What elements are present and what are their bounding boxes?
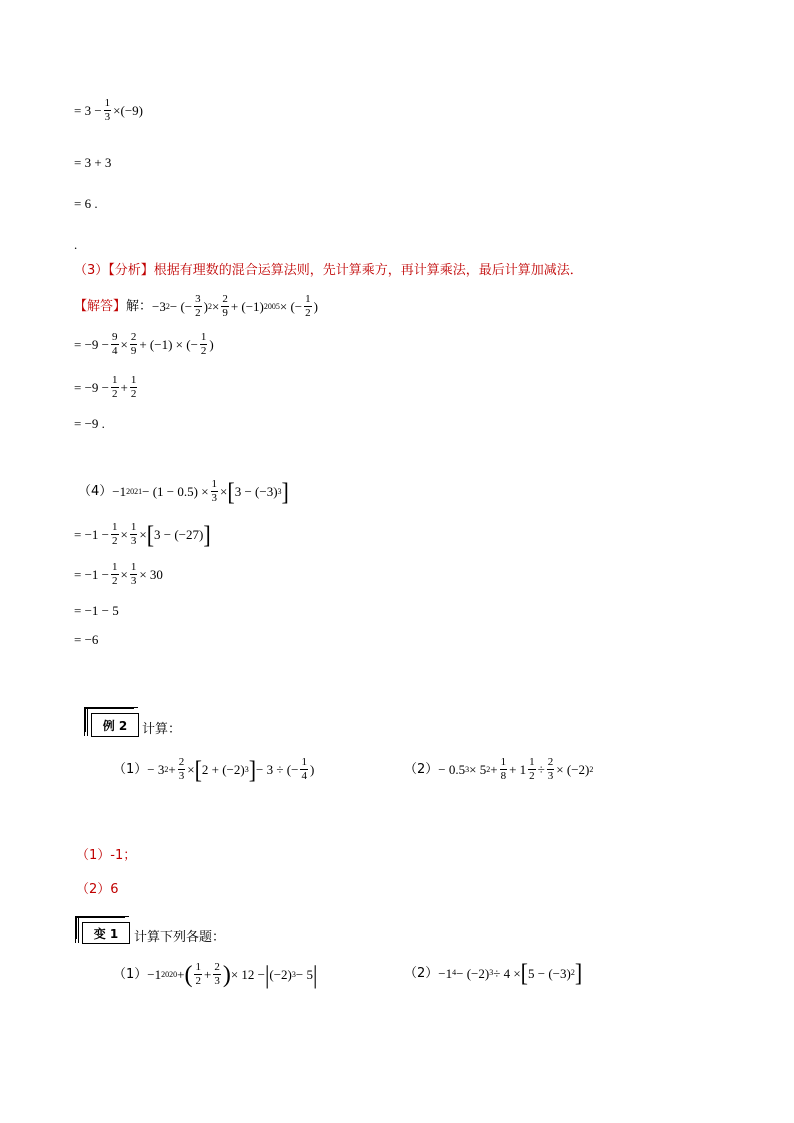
step-line: = −9 . [74,416,105,431]
step-line: = −9 − $\frac{9}{4}$ × $\frac{2}{9}$ + (−1) × (− $\frac{1}{2}$ ) [74,331,214,357]
answer-2: （2）6 [76,882,119,897]
analysis-label: （3）【分析】 [74,263,154,278]
step-line: = −1 − $\frac{1}{2}$ × $\frac{1}{3}$ × [ 3 − (−27) ] [74,519,211,549]
step-line: = −6 [74,632,99,647]
answer-label: 【解答】 [74,299,127,314]
fraction: $\frac{1}{3}$ [130,521,137,547]
fraction: $\frac{1}{2}$ [529,756,535,782]
question-1: （1） −1 2020 + ( $\frac{1}{2}$ + $\frac{2}{3}$ ) × 12 − | (−2) 3 − 5 | [113,959,318,989]
fraction: $\frac{1}{8}$ [500,756,507,782]
step-line: = 3 + 3 [74,155,112,170]
step-line: = −1 − 5 [74,603,119,618]
question-1: （1） − 3 2 + $\frac{2}{3}$ × [ 2 + (−2) 3 ] − 3 ÷ (− $\frac{1}{4}$ ) [113,754,315,784]
fraction: $\frac{2}{9}$ [130,331,137,357]
fraction: $\frac{1}{2}$ [305,293,311,319]
variant-title: 计算下列各题： [134,930,226,945]
step-line: = −1 − $\frac{1}{2}$ × $\frac{1}{3}$ × 30 [74,561,163,587]
fraction: $\frac{2}{3}$ [214,961,220,987]
tab-stripe [84,707,88,736]
fraction: $\frac{1}{2}$ [112,374,118,400]
step-line: . [74,237,78,252]
step-line: = 6 . [74,196,98,211]
fraction: $\frac{2}{9}$ [222,293,228,319]
tab-rule [84,707,138,708]
fraction: $\frac{1}{3}$ [211,478,218,504]
problem-expression: （4） −1 2021 − (1 − 0.5) × $\frac{1}{3}$ × [ 3 − (−3) 3 ] [78,476,289,506]
example-tab: 例 2 [91,713,139,737]
fraction: $\frac{3}{2}$ [195,293,201,319]
step-line: = −9 − $\frac{1}{2}$ + $\frac{1}{2}$ [74,374,137,400]
fraction: $\frac{1}{2}$ [195,961,201,987]
step-line: = 3 − $\frac{1}{3}$ ×(−9) [74,97,143,123]
analysis-text: 根据有理数的混合运算法则，先计算乘方，再计算乘法，最后计算加减法． [153,263,583,278]
question-2: （2） − 0.5 3 × 5 2 + $\frac{1}{8}$ + 1 $\frac{1}{2}$ ÷ $\frac{2}{3}$ × (−2) 2 [404,756,594,782]
fraction: $\frac{1}{2}$ [112,561,118,587]
tab-rule [75,916,129,917]
fraction: $\frac{1}{3}$ [130,561,137,587]
analysis-line [74,264,583,277]
fraction: $\frac{2}{3}$ [547,756,554,782]
question-2: （2） −1 4 − (−2) 3 ÷ 4 × [ 5 − (−3) 2 ] [404,958,583,987]
tab-stripe [75,916,79,943]
fraction: $\frac{1}{2}$ [130,374,137,400]
fraction: $\frac{9}{4}$ [112,331,118,357]
example-title: 计算： [142,722,182,737]
answer-1: （1）-1； [76,848,137,863]
fraction: $\frac{1}{2}$ [112,521,118,547]
fraction: $\frac{1}{3}$ [104,97,111,123]
answer-expression: 【解答】 解： −3 2 − (− $\frac{3}{2}$ ) 2 × $\frac{2}{9}$ + (−1) 2005 × (− $\frac{1}{2}$ ) [74,293,318,319]
fraction: $\frac{1}{2}$ [200,331,207,357]
fraction: $\frac{1}{4}$ [301,756,307,782]
variant-tab: 变 1 [82,922,130,944]
fraction: $\frac{2}{3}$ [178,756,185,782]
